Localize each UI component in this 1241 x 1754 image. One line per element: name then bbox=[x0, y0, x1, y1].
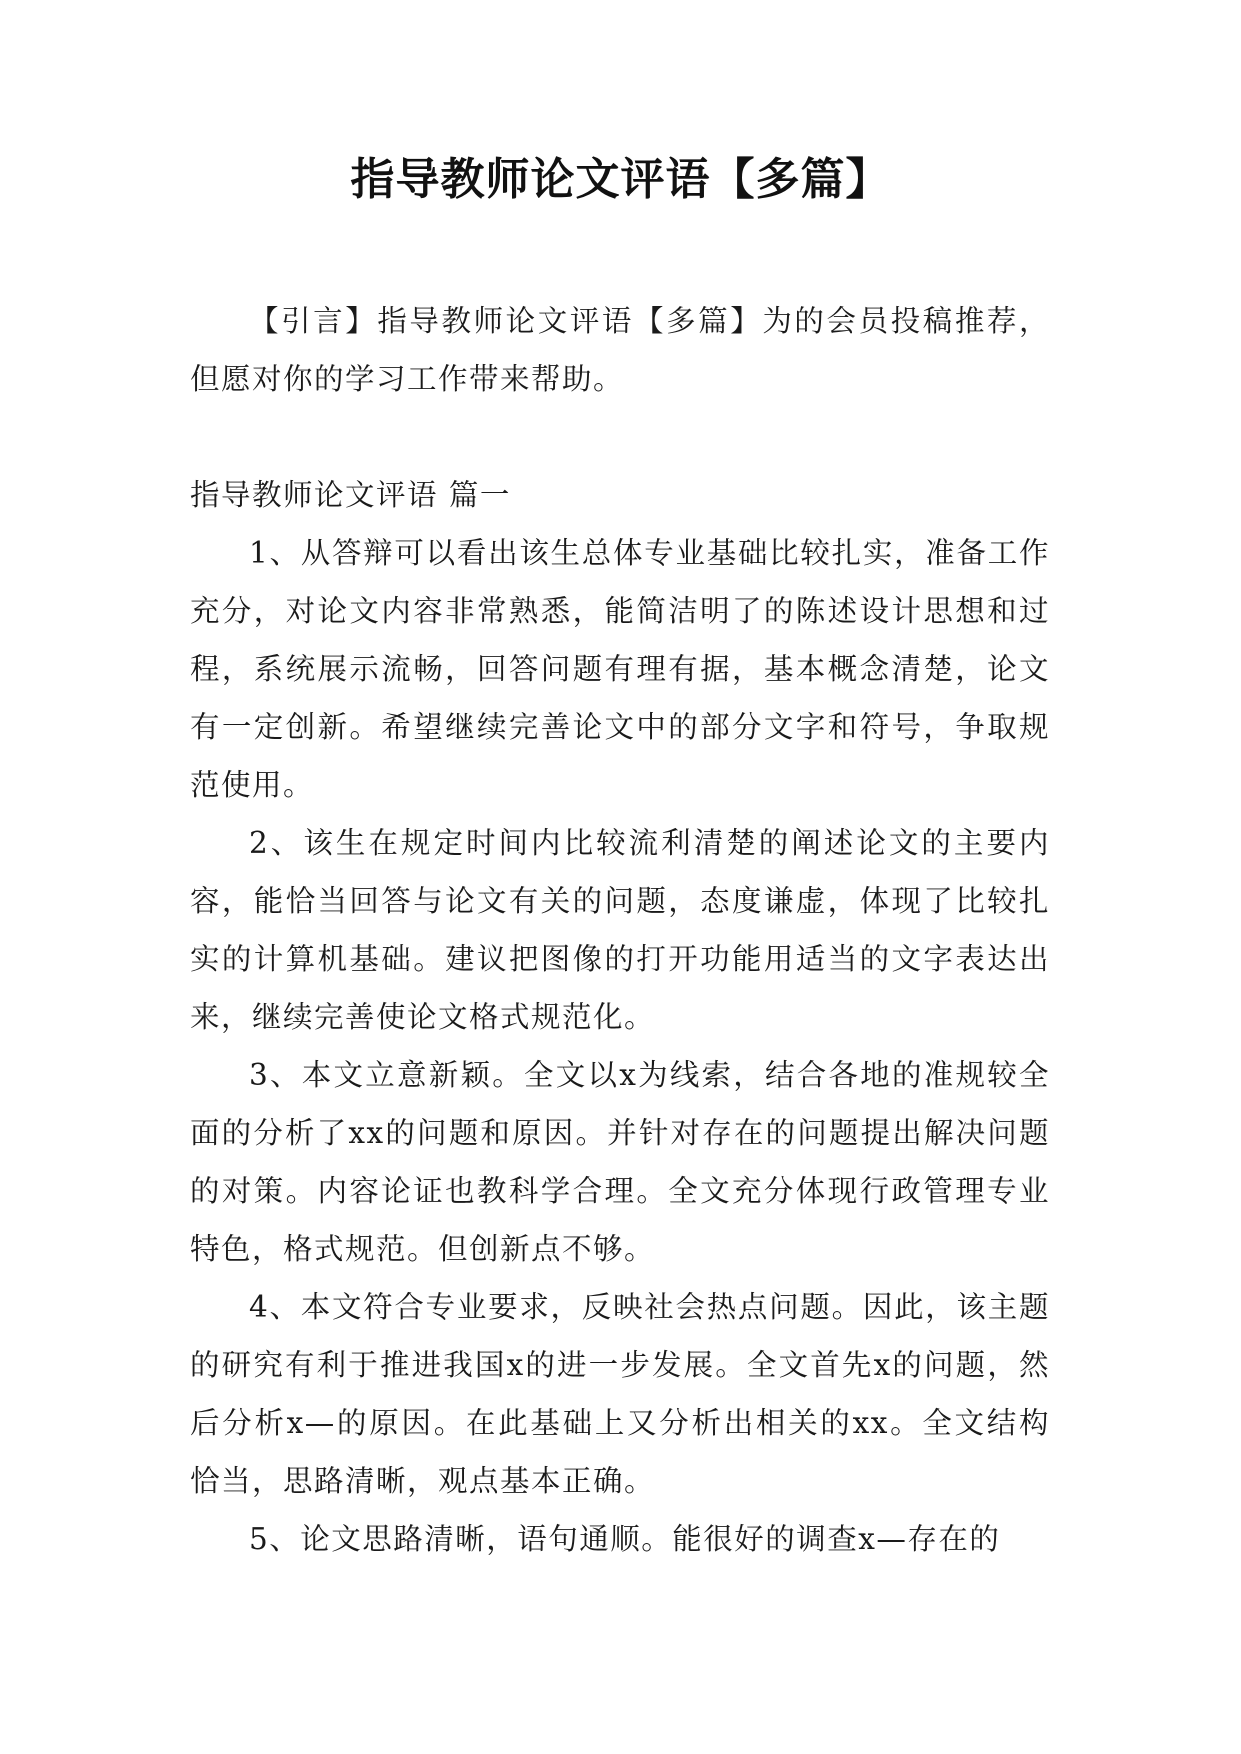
section-heading: 指导教师论文评语 篇一 bbox=[190, 478, 511, 512]
comment-paragraph-2: 2、该生在规定时间内比较流利清楚的阐述论文的主要内容，能恰当回答与论文有关的问题，态度谦虚，体现了比较扎实的计算机基础。建议把图像的打开功能用适当的文字表达出来，继续完善使论文格式规范化。 bbox=[190, 826, 1050, 1034]
comment-paragraph-1: 1、从答辩可以看出该生总体专业基础比较扎实，准备工作充分，对论文内容非常熟悉，能简洁明了的陈述设计思想和过程，系统展示流畅，回答问题有理有据，基本概念清楚，论文有一定创新。希望继续完善论文中的部分文字和符号，争取规范使用。 bbox=[190, 536, 1050, 802]
document-title: 指导教师论文评语【多篇】 bbox=[350, 154, 891, 205]
document-body bbox=[190, 292, 1050, 1568]
intro-paragraph: 【引言】指导教师论文评语【多篇】为的会员投稿推荐，但愿对你的学习工作带来帮助。 bbox=[190, 304, 1050, 396]
comment-paragraph-4: 4、本文符合专业要求，反映社会热点问题。因此，该主题的研究有利于推进我国x的进一步发展。全文首先x的问题，然后分析x—的原因。在此基础上又分析出相关的xx。全文结构恰当，思路清晰，观点基本正确。 bbox=[190, 1290, 1050, 1498]
comment-paragraph-5: 5、论文思路清晰，语句通顺。能很好的调查x—存在的 bbox=[249, 1522, 1001, 1556]
comment-paragraph-3: 3、本文立意新颖。全文以x为线索，结合各地的准规较全面的分析了xx的问题和原因。并针对存在的问题提出解决问题的对策。内容论证也教科学合理。全文充分体现行政管理专业特色，格式规范。但创新点不够。 bbox=[190, 1058, 1050, 1266]
